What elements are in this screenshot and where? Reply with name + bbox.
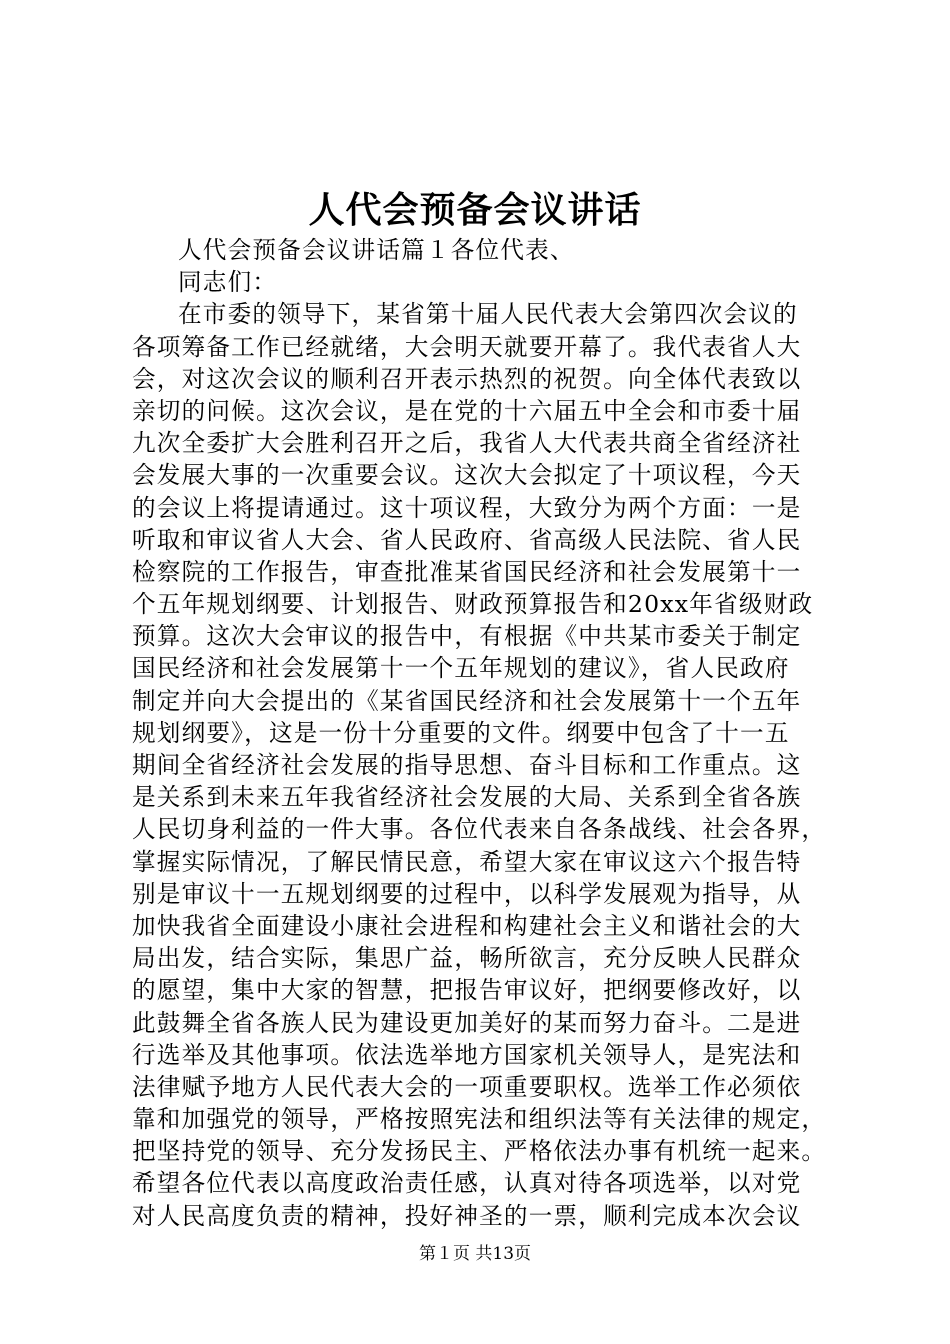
paragraph-line: 的会议上将提请通过。这十项议程，大致分为两个方面：一是	[132, 493, 802, 522]
paragraph-line: 期间全省经济社会发展的指导思想、奋斗目标和工作重点。这	[132, 751, 802, 779]
paragraph-line: 九次全委扩大会胜利召开之后，我省人大代表共商全省经济社	[132, 429, 802, 458]
document-body	[132, 234, 832, 1232]
paragraph-line: 是关系到未来五年我省经济社会发展的大局、关系到全省各族	[132, 783, 802, 812]
paragraph-line: 人代会预备会议讲话篇１各位代表、	[178, 236, 575, 264]
paragraph-line: 同志们：	[178, 268, 278, 297]
paragraph-line: 会，对这次会议的顺利召开表示热烈的祝贺。向全体代表致以	[132, 364, 802, 393]
paragraph-line: 行选举及其他事项。依法选举地方国家机关领导人，是宪法和	[132, 1040, 802, 1069]
paragraph-line: 检察院的工作报告，审查批准某省国民经济和社会发展第十一	[132, 557, 802, 586]
paragraph-line: 人民切身利益的一件大事。各位代表来自各条战线、社会各界，	[132, 815, 827, 844]
paragraph-line: 掌握实际情况，了解民情民意，希望大家在审议这六个报告特	[132, 847, 802, 876]
paragraph-line: 对人民高度负责的精神，投好神圣的一票，顺利完成本次会议	[132, 1201, 802, 1230]
paragraph-line: 亲切的问候。这次会议，是在党的十六届五中全会和市委十届	[132, 396, 802, 425]
paragraph-line: 别是审议十一五规划纲要的过程中，以科学发展观为指导，从	[132, 879, 802, 908]
paragraph-line: 在市委的领导下，某省第十届人民代表大会第四次会议的	[178, 300, 798, 329]
paragraph-line: 规划纲要》，这是一份十分重要的文件。纲要中包含了十一五	[132, 718, 790, 747]
page-number-footer: 第１页 共13页	[418, 1244, 532, 1264]
paragraph-line: 各项筹备工作已经就绪，大会明天就要开幕了。我代表省人大	[132, 332, 802, 361]
paragraph-line: 国民经济和社会发展第十一个五年规划的建议》，省人民政府	[132, 654, 790, 683]
paragraph-line: 局出发，结合实际，集思广益，畅所欲言，充分反映人民群众	[132, 944, 802, 973]
paragraph-line: 的愿望，集中大家的智慧，把报告审议好，把纲要修改好，以	[132, 976, 802, 1005]
paragraph-line: 加快我省全面建设小康社会进程和构建社会主义和谐社会的大	[132, 911, 802, 940]
document-title: 人代会预备会议讲话	[308, 189, 642, 231]
paragraph-line: 靠和加强党的领导，严格按照宪法和组织法等有关法律的规定，	[132, 1105, 827, 1134]
paragraph-line: 把坚持党的领导、充分发扬民主、严格依法办事有机统一起来。	[132, 1137, 827, 1166]
paragraph-line: 预算。这次大会审议的报告中，有根据《中共某市委关于制定	[132, 622, 802, 651]
paragraph-line: 希望各位代表以高度政治责任感，认真对待各项选举，以对党	[132, 1169, 802, 1198]
paragraph-line: 个五年规划纲要、计划报告、财政预算报告和20xx年省级财政	[132, 590, 814, 619]
paragraph-line: 会发展大事的一次重要会议。这次大会拟定了十项议程，今天	[132, 461, 802, 490]
paragraph-line: 法律赋予地方人民代表大会的一项重要职权。选举工作必须依	[132, 1072, 802, 1101]
paragraph-line: 制定并向大会提出的《某省国民经济和社会发展第十一个五年	[132, 686, 802, 715]
paragraph-line: 听取和审议省人大会、省人民政府、省高级人民法院、省人民	[132, 525, 802, 554]
paragraph-line: 此鼓舞全省各族人民为建设更加美好的某而努力奋斗。二是进	[132, 1008, 802, 1037]
